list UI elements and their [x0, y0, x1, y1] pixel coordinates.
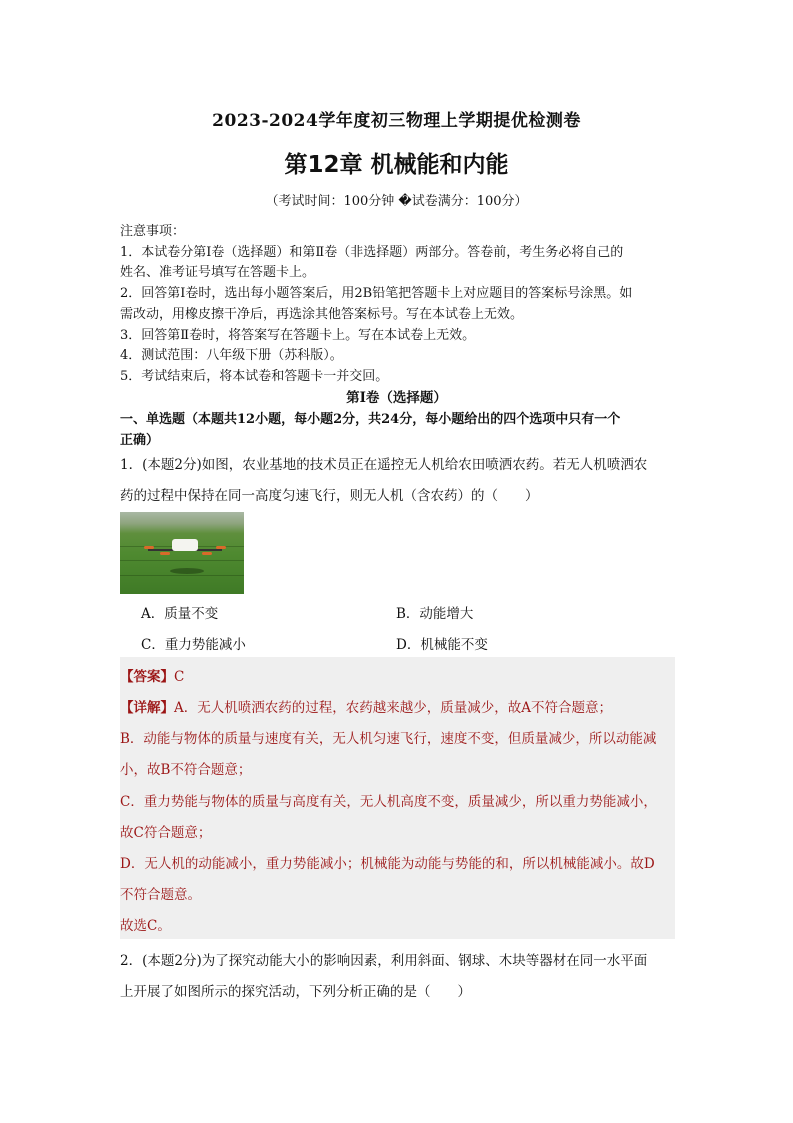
question-line: 2．(本题2分)为了探究动能大小的影响因素，利用斜面、钢球、木块等器材在同一水平面 [120, 953, 648, 969]
field-row [120, 560, 244, 561]
notice-line: 3．回答第Ⅱ卷时，将答案写在答题卡上。写在本试卷上无效。 [120, 327, 476, 343]
drone-shadow [170, 568, 204, 574]
exam-info: （考试时间：100分钟 �试卷满分：100分） [265, 194, 528, 209]
section-heading-line: 正确） [120, 433, 160, 448]
notice-heading: 注意事项： [120, 224, 186, 239]
section-heading-line: 一、单选题（本题共12小题，每小题2分，共24分，每小题给出的四个选项中只有一个 [120, 412, 621, 427]
detail-line: C．重力势能与物体的质量与高度有关，无人机高度不变，质量减少，所以重力势能减小， [120, 794, 657, 810]
drone-body [172, 539, 198, 551]
section-heading [120, 409, 680, 451]
drone-rotor [160, 552, 170, 555]
answer-line [120, 665, 184, 685]
option-a: A．质量不变 [141, 606, 219, 622]
notice-line: 姓名、准考证号填写在答题卡上。 [120, 265, 316, 281]
answer-value: C [174, 669, 185, 685]
detail-line: 小，故B不符合题意； [120, 762, 252, 778]
option-b: B．动能增大 [396, 606, 474, 622]
question-2-stem [120, 946, 680, 1008]
notice-line: 5．考试结束后，将本试卷和答题卡一并交回。 [120, 368, 389, 384]
notice-line: 2．回答第Ⅰ卷时，选出每小题答案后，用2B铅笔把答题卡上对应题目的答案标号涂黑。如 [120, 286, 633, 302]
option-c: C．重力势能减小 [141, 637, 246, 653]
detail-tag: 【详解】 [120, 700, 174, 716]
chapter-title: 第12章 机械能和内能 [284, 152, 509, 178]
notice-line: 4．测试范围：八年级下册（苏科版）。 [120, 348, 343, 364]
detail-text: A．无人机喷洒农药的过程，农药越来越少，质量减少，故A不符合题意； [174, 700, 612, 716]
drone-rotor [216, 546, 226, 549]
notice-line: 1．本试卷分第Ⅰ卷（选择题）和第Ⅱ卷（非选择题）两部分。答卷前，考生务必将自己的 [120, 244, 624, 260]
question-line: 药的过程中保持在同一高度匀速飞行，则无人机（含农药）的（ ） [120, 488, 539, 504]
detail-line: B．动能与物体的质量与速度有关，无人机匀速飞行，速度不变，但质量减少，所以动能减 [120, 731, 657, 747]
drone-rotor [144, 546, 154, 549]
field-row [120, 575, 244, 576]
detail-line: 故C符合题意； [120, 825, 212, 841]
part-title: 第Ⅰ卷（选择题） [346, 390, 447, 406]
exam-title: 2023-2024学年度初三物理上学期提优检测卷 [212, 111, 581, 131]
answer-tag: 【答案】 [120, 669, 174, 685]
notice-block [120, 222, 680, 388]
question-1-stem [120, 450, 680, 512]
drone-spraying-photo [120, 512, 244, 594]
detail-line [120, 696, 612, 716]
notice-line: 需改动，用橡皮擦干净后，再选涂其他答案标号。写在本试卷上无效。 [120, 306, 524, 322]
question-line: 上开展了如图所示的探究活动，下列分析正确的是（ ） [120, 984, 471, 1000]
detail-line: 不符合题意。 [120, 887, 201, 903]
drone-rotor [202, 552, 212, 555]
question-line: 1．(本题2分)如图，农业基地的技术员正在遥控无人机给农田喷洒农药。若无人机喷洒农 [120, 457, 648, 473]
detail-line: 故选C。 [120, 918, 171, 934]
option-d: D．机械能不变 [396, 637, 488, 653]
detail-line: D．无人机的动能减小，重力势能减小；机械能为动能与势能的和，所以机械能减小。故D [120, 856, 655, 872]
